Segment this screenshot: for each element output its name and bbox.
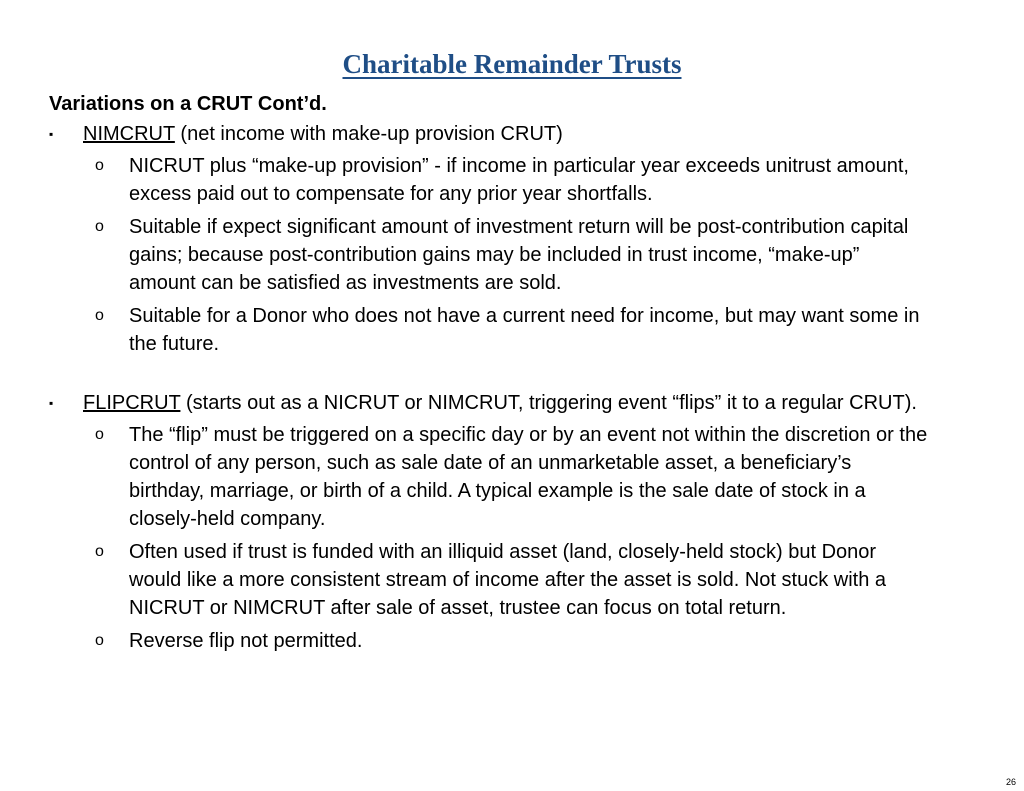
circle-bullet-icon: o: [95, 218, 104, 235]
bullet-term: NIMCRUT: [83, 123, 175, 145]
bullet-nimcrut: [49, 120, 949, 148]
subheading: Variations on a CRUT Cont’d.: [49, 93, 327, 115]
circle-bullet-icon: o: [95, 632, 104, 649]
slide-content: [49, 90, 949, 660]
sub-item: [49, 421, 929, 533]
spacer: [49, 363, 949, 389]
circle-bullet-icon: o: [95, 543, 104, 560]
page-number: 26: [1005, 777, 1016, 787]
circle-bullet-icon: o: [95, 426, 104, 443]
sub-item: [49, 152, 929, 208]
bullet-flipcrut: [49, 389, 949, 417]
bullet-description: (starts out as a NICRUT or NIMCRUT, triggering event “flips” it to a regular CRUT).: [180, 392, 917, 414]
flipcrut-sub-list: [49, 421, 949, 655]
square-bullet-icon: ▪: [49, 396, 54, 410]
circle-bullet-icon: o: [95, 157, 104, 174]
sub-item: [49, 213, 929, 297]
square-bullet-icon: ▪: [49, 127, 54, 141]
sub-item-text: The “flip” must be triggered on a specific day or by an event not within the discretion or the control of any person, such as sale date of an unmarketable asset, a beneficiary’s birthday, marriage, or birth of a child. A typical example is the sale date of stock in a closely-held company.: [129, 424, 928, 530]
sub-item: [49, 538, 929, 622]
sub-item-text: NICRUT plus “make-up provision” - if income in particular year exceeds unitrust amount, excess paid out to compensate for any prior year shortfalls.: [129, 155, 909, 205]
slide-title-text: Charitable Remainder Trusts: [342, 49, 682, 79]
sub-item-text: Often used if trust is funded with an illiquid asset (land, closely-held stock) but Donor would like a more consistent stream of income after the asset is sold. Not stuck with a NICRUT or NIMCRUT after sale of asset, trustee can focus on total return.: [129, 541, 886, 619]
sub-item-text: Reverse flip not permitted.: [129, 630, 363, 652]
circle-bullet-icon: o: [95, 307, 104, 324]
sub-item: [49, 627, 929, 655]
sub-item-text: Suitable if expect significant amount of investment return will be post-contribution capital gains; because post-contribution gains may be included in trust income, “make-up” amount can be satisfied as investments are sold.: [129, 216, 909, 294]
sub-item: [49, 302, 929, 358]
bullet-term: FLIPCRUT: [83, 392, 181, 414]
nimcrut-sub-list: [49, 152, 949, 358]
slide-title: [0, 48, 1024, 80]
bullet-description: (net income with make-up provision CRUT): [174, 123, 563, 145]
sub-item-text: Suitable for a Donor who does not have a current need for income, but may want some in the future.: [129, 305, 920, 355]
